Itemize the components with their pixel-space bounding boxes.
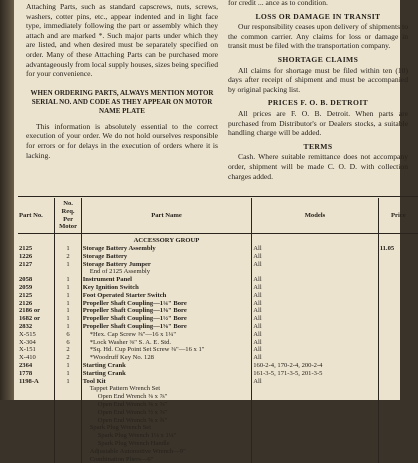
credit-fragment: for credit ... ance as to condition. [228,0,408,8]
attaching-parts-paragraph: Attaching Parts, such as standard capscrews, nuts, screws, washers, cotter pins, etc., appear indented and in light face type, immediately following the part or assembly which they attach and are marked *. Such major parts under which they are listed, and when desired must be separately specified on order. Many of these Attaching Parts can be purchased more advantageously from local supply houses, sizes being specified for your convenience. [26,2,218,79]
terms-heading: TERMS [228,142,408,152]
shortage-claims-heading: SHORTAGE CLAIMS [228,55,408,65]
order-information-paragraph: This information is absolutely essential to the correct execution of your order. We do not hold ourselves responsible for errors or for delays in the execution of orders where it is lacking. [26,122,218,160]
cell-models: All [252,339,378,347]
cell-models [252,440,378,448]
terms-column [228,0,408,184]
cell-part-name: Tappet Pattern Wrench Set [81,385,251,393]
cell-price [378,417,418,425]
table-row [18,300,418,308]
cell-part-name: Spark Plug Wrench 1⅛ x 1¼" [81,432,251,440]
cell-part-no [18,417,55,425]
parts-table-body [18,234,418,463]
cell-part-no: 1778 [18,370,55,378]
table-row [18,370,418,378]
header-price: Price [378,198,418,234]
cell-part-no [18,448,55,456]
cell-models: All [252,276,378,284]
cell-part-name: Storage Battery Assembly [81,245,251,253]
header-part-name: Part Name [81,198,251,234]
cell-part-name: Adjustable Automotive Wrench—9" [81,448,251,456]
table-row [18,268,418,276]
cell-no-req: 1 [55,292,81,300]
cell-part-name: End of 2125 Assembly [81,268,251,276]
cell-models: All [252,354,378,362]
table-row [18,362,418,370]
cell-models: All [252,245,378,253]
cell-no-req [55,401,81,409]
cell-price [378,378,418,386]
header-part-no: Part No. [18,198,55,234]
cell-models [252,448,378,456]
cell-price [378,393,418,401]
table-row [18,253,418,261]
ordering-instructions-column [26,0,218,163]
cell-no-req: 1 [55,362,81,370]
cell-no-req [55,409,81,417]
cell-models: All [252,331,378,339]
cell-part-no [18,440,55,448]
cell-part-no: 2127 [18,261,55,269]
cell-models: All [252,307,378,315]
cell-no-req [55,456,81,463]
cell-part-no: X-151 [18,346,55,354]
cell-no-req: 1 [55,300,81,308]
cell-part-no [18,385,55,393]
table-row [18,331,418,339]
cell-models: All [252,323,378,331]
table-row [18,424,418,432]
cell-models: All [252,253,378,261]
cell-no-req [55,393,81,401]
cell-part-no [18,424,55,432]
cell-part-no [18,432,55,440]
cell-models [252,456,378,463]
cell-no-req: 2 [55,346,81,354]
cell-no-req: 1 [55,284,81,292]
table-row [18,409,418,417]
cell-price [378,339,418,347]
cell-price [378,268,418,276]
cell-price [378,409,418,417]
table-row [18,432,418,440]
cell-part-name: Propeller Shaft Coupling—1⅝" Bore [81,323,251,331]
header-no-req: No. Req. Per Motor [55,198,81,234]
cell-price [378,315,418,323]
cell-part-name: Storage Battery [81,253,251,261]
cell-part-name: Combination Pliers—6" [81,456,251,463]
cell-part-no [18,409,55,417]
cell-part-no: 2126 [18,300,55,308]
cell-part-no [18,401,55,409]
cell-price [378,276,418,284]
cell-part-no: 1198-A [18,378,55,386]
table-top-rule [18,196,418,197]
cell-part-name: Starting Crank [81,362,251,370]
cell-part-no: X-410 [18,354,55,362]
table-row [18,276,418,284]
shortage-claims-paragraph: All claims for shortage must be filed within ten (10) days after receipt of shipment and must be accompanied by original packing list. [228,66,408,95]
cell-models [252,409,378,417]
cell-part-name: Open End Wrench ½ x ⅝" [81,409,251,417]
table-row [18,393,418,401]
cell-models: All [252,315,378,323]
parts-table [18,198,418,463]
cell-part-name: Spark Plug Wrench Handle [81,440,251,448]
cell-part-no: 2059 [18,284,55,292]
cell-part-no: 2125 [18,245,55,253]
cell-part-name: Instrument Panel [81,276,251,284]
cell-price [378,300,418,308]
cell-models: All [252,261,378,269]
cell-part-no: 2058 [18,276,55,284]
table-row [18,440,418,448]
cell-price [378,354,418,362]
cell-price [378,456,418,463]
cell-no-req: 6 [55,339,81,347]
cell-part-no: 2125 [18,292,55,300]
table-header-row [18,198,418,234]
cell-price: 11.05 [378,245,418,253]
cell-price [378,331,418,339]
cell-part-name: Propeller Shaft Coupling—1½" Bore [81,315,251,323]
group-title-row [18,234,418,245]
table-row [18,284,418,292]
cell-part-no: 1226 [18,253,55,261]
table-row [18,346,418,354]
cell-part-name: Storage Battery Jumper [81,261,251,269]
cell-part-name: Open End Wrench ⅜ x ⅝" [81,401,251,409]
cell-no-req [55,268,81,276]
cell-price [378,362,418,370]
cell-price [378,424,418,432]
cell-price [378,346,418,354]
cell-price [378,448,418,456]
cell-models: 160-2-4, 170-2-4, 200-2-4 [252,362,378,370]
cell-part-no [18,268,55,276]
prices-paragraph: All prices are F. O. B. Detroit. When parts are purchased from Distributor's or Dealers stocks, a suitable handling charge will be added. [228,109,408,138]
cell-part-no: X-304 [18,339,55,347]
table-row [18,307,418,315]
cell-part-no: 2186 or [18,307,55,315]
cell-price [378,440,418,448]
cell-price [378,307,418,315]
cell-models [252,417,378,425]
cell-price [378,253,418,261]
table-row [18,354,418,362]
cell-no-req [55,385,81,393]
cell-part-name: Key Ignition Switch [81,284,251,292]
binding-shadow [0,0,14,400]
cell-no-req: 1 [55,323,81,331]
terms-paragraph: Cash. Where suitable remittance does not accompany order, shipment will be made C. O. D. with collection charges added. [228,152,408,181]
cell-models [252,401,378,409]
cell-models [252,385,378,393]
cell-part-name: Open End Wrench ⅝ x ¾" [81,417,251,425]
cell-no-req: 1 [55,245,81,253]
table-row [18,292,418,300]
cell-models [252,393,378,401]
cell-models [252,268,378,276]
cell-part-no: 2832 [18,323,55,331]
loss-damage-paragraph: Our responsibility ceases upon delivery of shipments to the common carrier. Any claims for loss or damage in transit must be filed with the transportation company. [228,22,408,51]
cell-part-no: 1682 or [18,315,55,323]
cell-part-name: Tool Kit [81,378,251,386]
cell-part-name: Spark Plug Wrench Set [81,424,251,432]
cell-part-name: *Sq. Hd. Cup Point Set Screw ⅜"—16 x 1" [81,346,251,354]
cell-part-name: Propeller Shaft Coupling—1⅜" Bore [81,307,251,315]
cell-price [378,261,418,269]
cell-price [378,385,418,393]
cell-part-name: *Hex. Cap Screw ⅜"—16 x 1¼" [81,331,251,339]
table-row [18,378,418,386]
cell-models [252,432,378,440]
cell-no-req: 2 [55,354,81,362]
cell-part-no [18,393,55,401]
table-row [18,315,418,323]
cell-part-no: X-515 [18,331,55,339]
cell-no-req [55,448,81,456]
cell-part-name: *Lock Washer ⅜" S. A. E. Std. [81,339,251,347]
cell-no-req [55,440,81,448]
cell-no-req [55,424,81,432]
cell-models: All [252,292,378,300]
cell-models: All [252,346,378,354]
cell-no-req [55,432,81,440]
cell-part-name: Propeller Shaft Coupling—1¼" Bore [81,300,251,308]
table-row [18,448,418,456]
cell-models: 161-3-5, 171-3-5, 201-3-5 [252,370,378,378]
table-row [18,323,418,331]
cell-part-no [18,456,55,463]
cell-models: All [252,300,378,308]
header-models: Models [252,198,378,234]
cell-models: All [252,378,378,386]
cell-no-req: 1 [55,261,81,269]
table-row [18,339,418,347]
table-row [18,456,418,463]
cell-price [378,370,418,378]
cell-no-req: 2 [55,253,81,261]
cell-models: All [252,284,378,292]
table-row [18,417,418,425]
group-title: ACCESSORY GROUP [81,234,251,245]
table-row [18,385,418,393]
table-row [18,261,418,269]
cell-part-no: 2364 [18,362,55,370]
loss-damage-heading: LOSS OR DAMAGE IN TRANSIT [228,12,408,22]
table-row [18,401,418,409]
cell-part-name: Open End Wrench ⅜ x ⅞" [81,393,251,401]
table-row [18,245,418,253]
cell-part-name: Starting Crank [81,370,251,378]
prices-heading: PRICES F. O. B. DETROIT [228,98,408,108]
cell-models [252,424,378,432]
cell-price [378,292,418,300]
order-notice-heading: WHEN ORDERING PARTS, ALWAYS MENTION MOTOR SERIAL NO. AND CODE AS THEY APPEAR ON MOTOR NAME PLATE [26,89,218,116]
cell-price [378,323,418,331]
cell-price [378,284,418,292]
cell-part-name: *Woodruff Key No. 128 [81,354,251,362]
cell-no-req: 1 [55,307,81,315]
cell-part-name: Foot Operated Starter Switch [81,292,251,300]
cell-price [378,401,418,409]
cell-no-req: 6 [55,331,81,339]
cell-no-req: 1 [55,378,81,386]
cell-no-req: 1 [55,315,81,323]
cell-price [378,432,418,440]
cell-no-req [55,417,81,425]
cell-no-req: 1 [55,370,81,378]
cell-no-req: 1 [55,276,81,284]
